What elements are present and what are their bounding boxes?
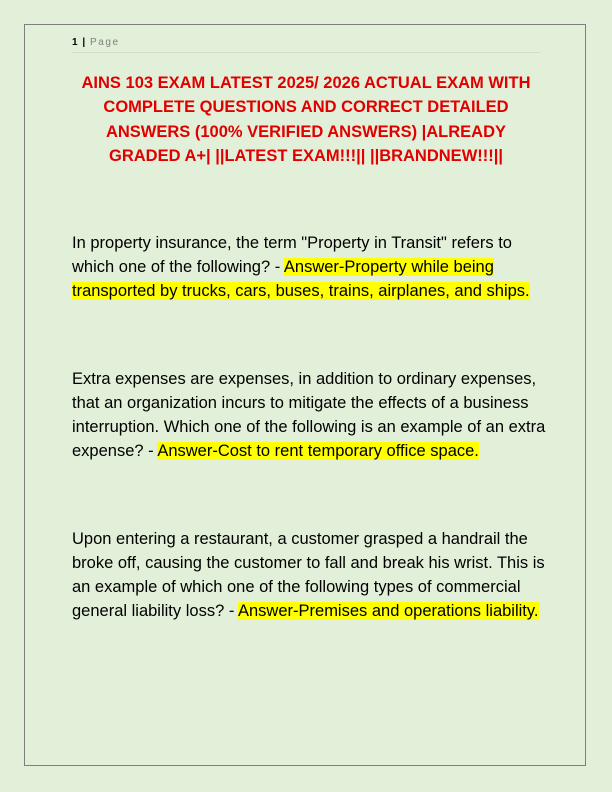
answer-highlight: Answer-Premises and operations liability.	[238, 602, 539, 620]
qa-item-3	[72, 527, 548, 623]
question-text: Upon entering a restaurant, a customer grasped a handrail the broke off, causing the customer to fall and break his wrist. This is an example of which one of the following types of commercial general liability loss? -	[72, 530, 545, 620]
qa-item-1	[72, 231, 548, 303]
answer-highlight: Answer-Property while being transported by trucks, cars, buses, trains, airplanes, and ships.	[72, 258, 530, 300]
answer-highlight: Answer-Cost to rent temporary office space.	[157, 442, 479, 460]
qa-item-2	[72, 367, 548, 463]
page-number: 1	[72, 37, 78, 48]
question-text: Extra expenses are expenses, in addition to ordinary expenses, that an organization incurs to mitigate the effects of a business interruption. Which one of the following is an example of an extra expense? -	[72, 370, 546, 460]
document-title: AINS 103 EXAM LATEST 2025/ 2026 ACTUAL EXAM WITH COMPLETE QUESTIONS AND CORRECT DETAILED ANSWERS (100% VERIFIED ANSWERS) |ALREADY GRADED A+| ||LATEST EXAM!!!|| ||BRANDNEW!!!||	[81, 74, 531, 165]
question-text: In property insurance, the term "Property in Transit" refers to which one of the following? -	[72, 234, 512, 276]
page-separator: |	[82, 37, 86, 48]
page-label: Page	[89, 37, 120, 48]
page-header	[72, 36, 540, 53]
